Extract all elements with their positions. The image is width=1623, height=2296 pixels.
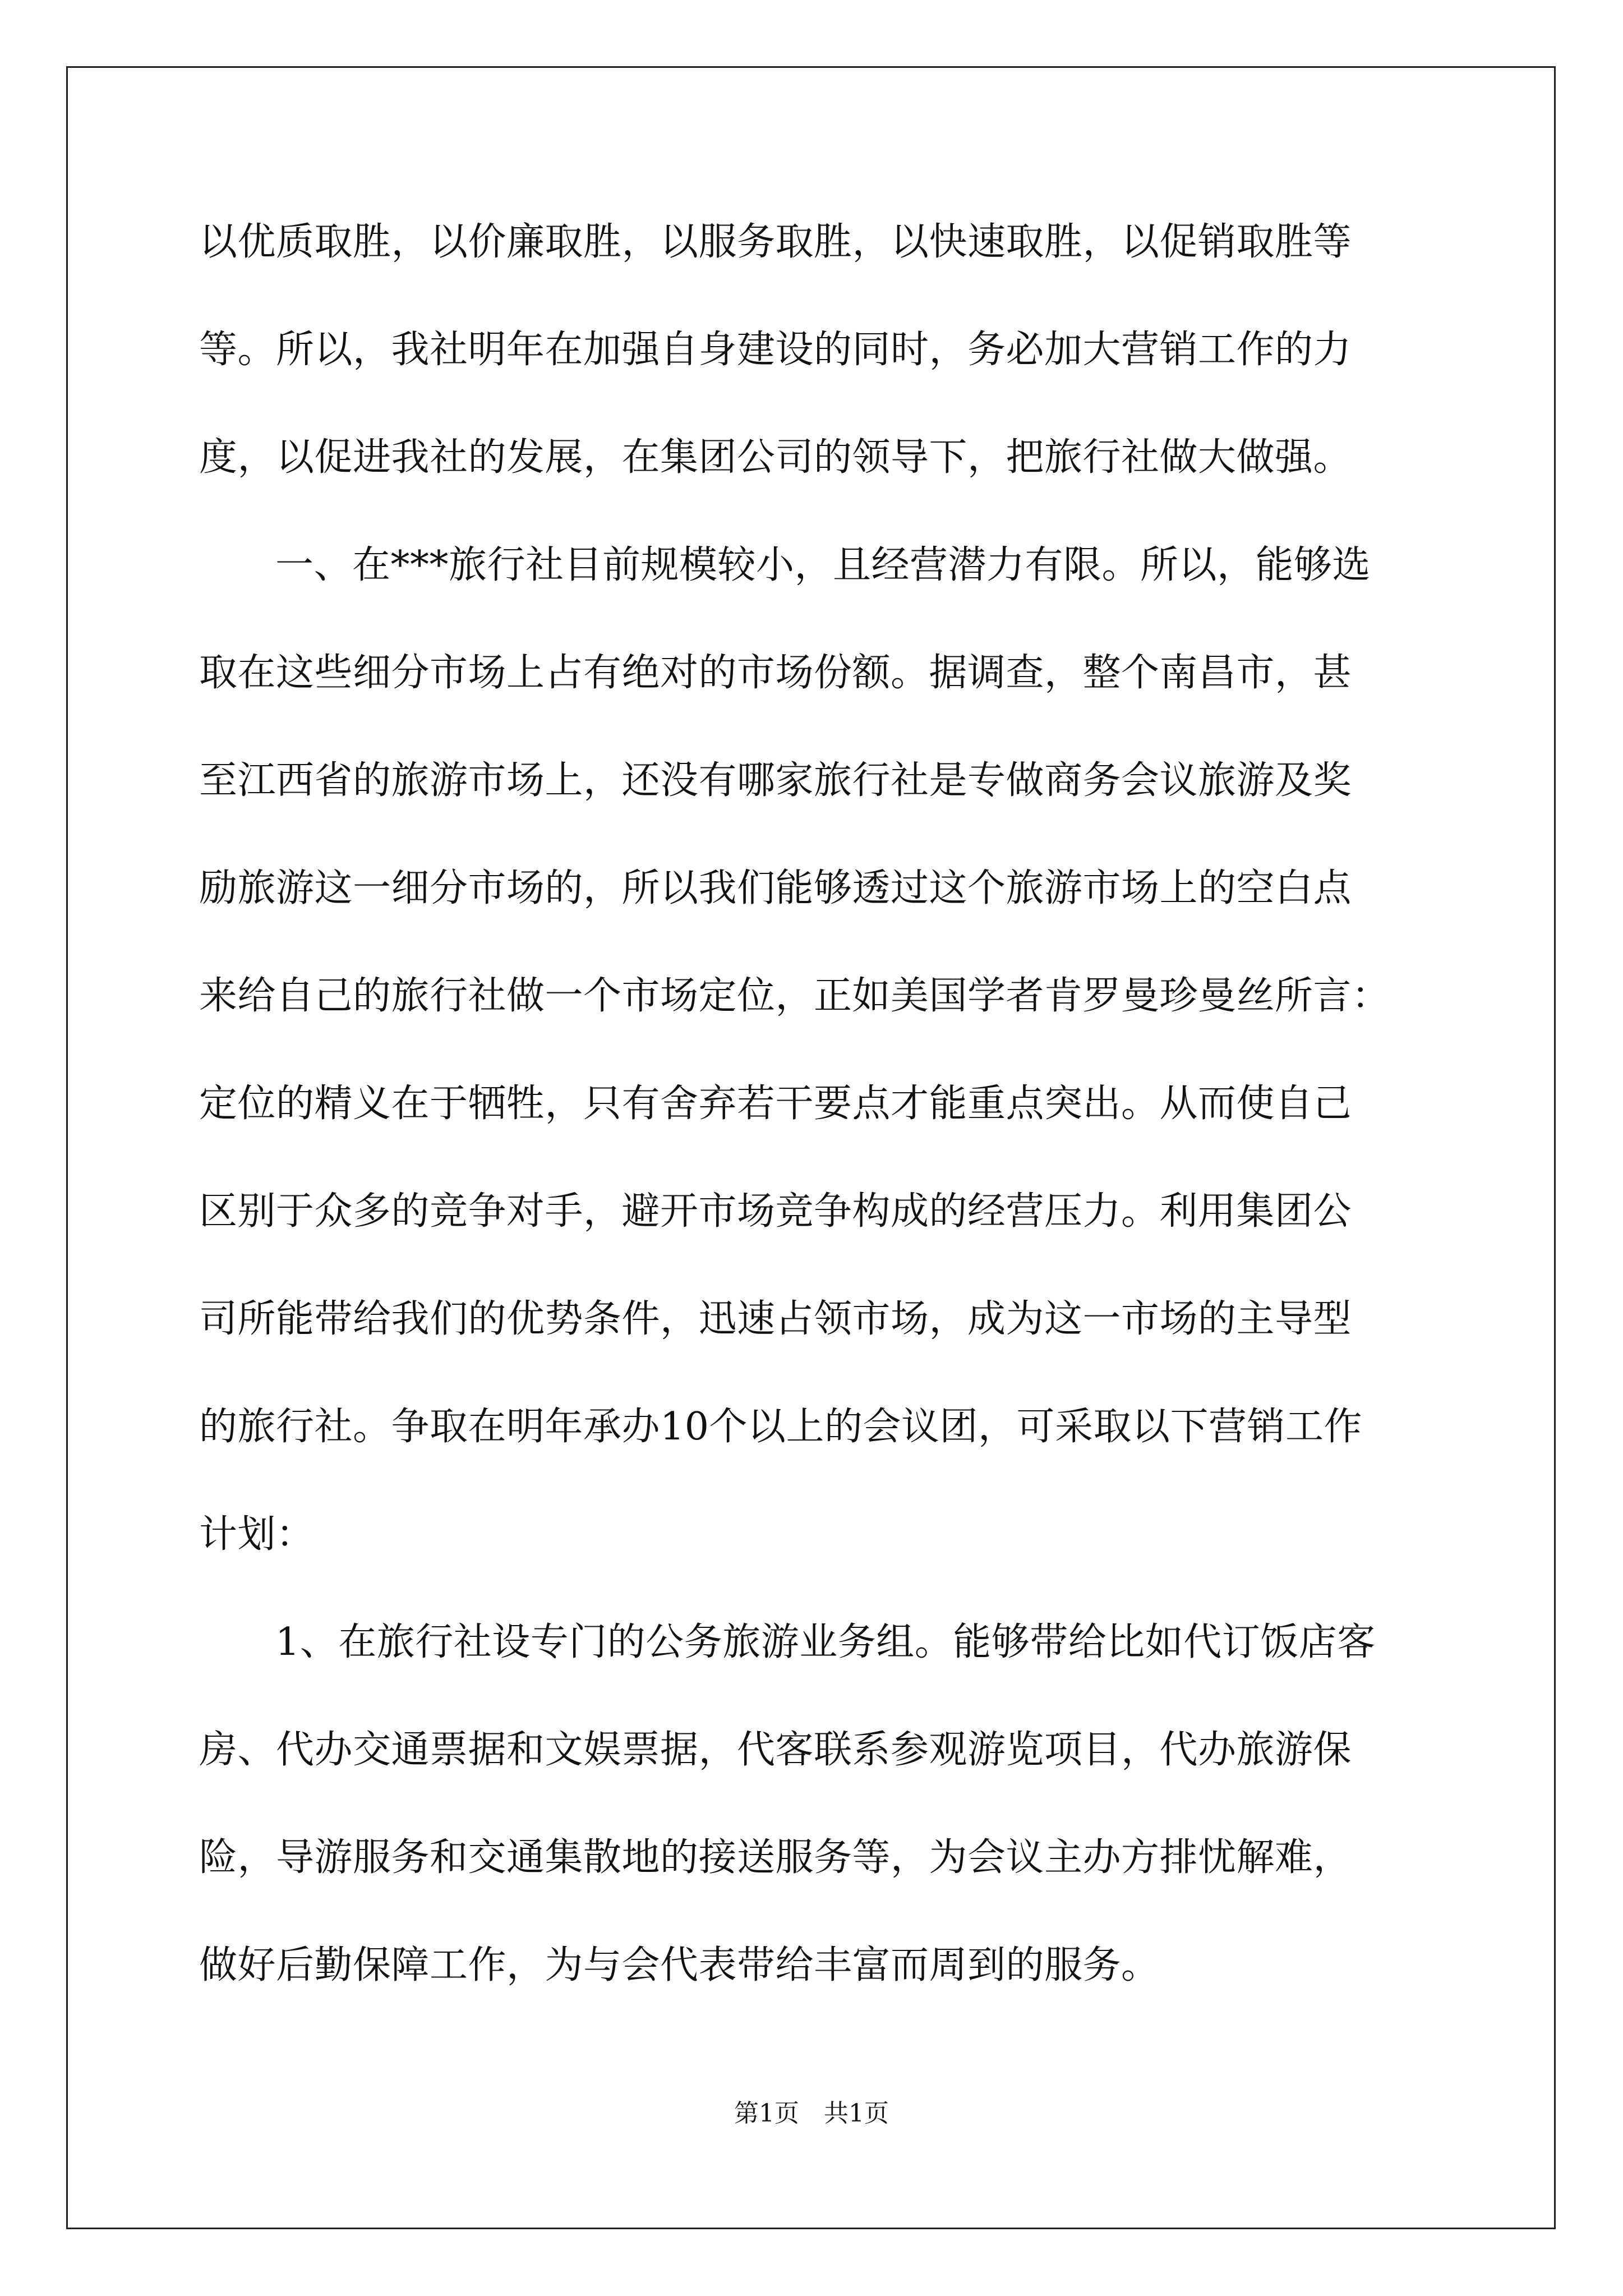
text-line: 来给自己的旅行社做一个市场定位，正如美国学者肯罗曼珍曼丝所言：	[199, 974, 1390, 1018]
text-line: 司所能带给我们的优势条件，迅速占领市场，成为这一市场的主导型	[199, 1297, 1352, 1341]
text-line: 区别于众多的竞争对手，避开市场竞争构成的经营压力。利用集团公	[199, 1189, 1352, 1234]
page-border	[66, 66, 1556, 2229]
text-line: 做好后勤保障工作，为与会代表带给丰富而周到的服务。	[199, 1943, 1160, 1987]
text-line: 一、在***旅行社目前规模较小，且经营潜力有限。所以，能够选	[275, 543, 1371, 587]
text-line: 房、代办交通票据和文娱票据，代客联系参观游览项目，代办旅游保	[199, 1728, 1352, 1772]
text-line: 度，以促进我社的发展，在集团公司的领导下，把旅行社做大做强。	[199, 435, 1352, 480]
text-line: 1、在旅行社设专门的公务旅游业务组。能够带给比如代订饭店客	[275, 1620, 1376, 1664]
text-line: 励旅游这一细分市场的，所以我们能够透过这个旅游市场上的空白点	[199, 866, 1352, 910]
text-line: 险，导游服务和交通集散地的接送服务等，为会议主办方排忧解难，	[199, 1835, 1352, 1880]
text-line: 以优质取胜，以价廉取胜，以服务取胜，以快速取胜，以促销取胜等	[199, 220, 1352, 264]
text-line: 定位的精义在于牺牲，只有舍弃若干要点才能重点突出。从而使自己	[199, 1082, 1352, 1126]
text-line: 计划：	[199, 1512, 315, 1557]
text-line: 至江西省的旅游市场上，还没有哪家旅行社是专做商务会议旅游及奖	[199, 758, 1352, 803]
text-line: 取在这些细分市场上占有绝对的市场份额。据调查，整个南昌市，甚	[199, 651, 1352, 695]
text-line: 等。所以，我社明年在加强自身建设的同时，务必加大营销工作的力	[199, 328, 1352, 372]
text-line: 的旅行社。争取在明年承办10个以上的会议团，可采取以下营销工作	[199, 1405, 1363, 1449]
page-number-footer: 第1页 共1页	[734, 2099, 889, 2128]
